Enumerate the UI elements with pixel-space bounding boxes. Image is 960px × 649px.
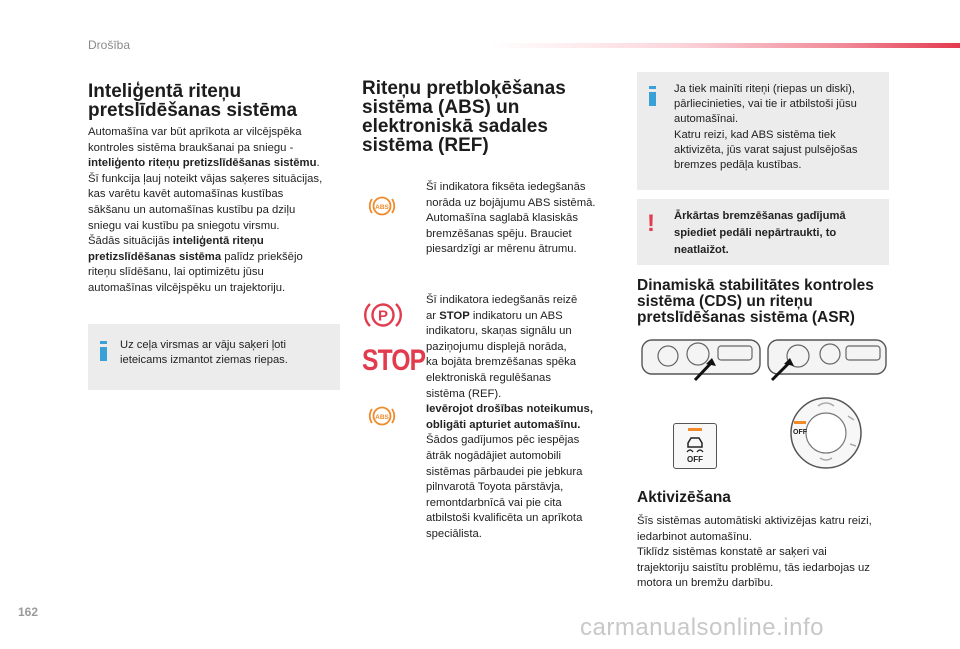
- col2-line: Šī indikatora fiksēta iedegšanās: [426, 181, 586, 193]
- abs-warning-icon-2: [368, 404, 396, 428]
- col2-line: remontdarbnīcā vai pie cita: [426, 496, 562, 509]
- skid-car-icon: [684, 435, 706, 453]
- col2-line: indikatoru, skaņas signālu un: [426, 325, 572, 338]
- col2-bold-line: Ievērojot drošības noteikumus,: [426, 403, 593, 416]
- col1-line: [88, 156, 348, 172]
- col2-line: piesardzīgi ar mērenu ātrumu.: [426, 243, 577, 256]
- brake-icon-label: P: [377, 307, 389, 325]
- col2-line: speciālista.: [426, 527, 482, 540]
- col3-warn-line: neatlaižot.: [674, 244, 729, 256]
- col2-line: elektroniskā regulēšanas: [426, 371, 551, 384]
- col3-info-box: [637, 72, 889, 190]
- activation-line: Tiklīdz sistēmas konstatē ar saķeri vai: [637, 546, 827, 559]
- col3-warning-text: [674, 208, 886, 259]
- col3-title-line: pretslīdēšanas sistēma (ASR): [637, 309, 855, 326]
- page-number: 162: [18, 605, 39, 619]
- col2-line: pilnvarotā Toyota pārstāvja,: [426, 481, 564, 494]
- indicator-led: [688, 428, 702, 431]
- dial-off-label: OFF: [793, 429, 807, 436]
- section-title: Drošība: [88, 38, 131, 52]
- col1-line: [88, 234, 348, 250]
- col1-bold-system2: pretizslīdēšanas sistēma: [88, 250, 222, 263]
- col1-line: sniegu vai kustību pa sniegotu virsmu.: [88, 219, 280, 232]
- col3-info-line: Katru reizi, kad ABS sistēma tiek: [674, 128, 836, 141]
- header-accent-bar: [490, 43, 960, 48]
- col2-line: ātrāk nogādājiet automobili: [426, 449, 562, 462]
- col1-info-text: [120, 338, 335, 368]
- abs-icon-label-2: ABS: [375, 413, 389, 421]
- col2-para2: [426, 293, 621, 543]
- col1-line: kontroles sistēma braukšanai pa sniegu -: [88, 141, 294, 154]
- dashboard-left: [642, 340, 760, 380]
- info-icon-2: [649, 86, 656, 106]
- col2-stop-bold: STOP: [439, 309, 470, 322]
- activation-title-wrap: [637, 490, 887, 506]
- col2-line: bremzēšanas spēju. Brauciet: [426, 227, 572, 240]
- col3-info-line: pārliecinieties, vai tie ir atbilstoši jūsu: [674, 98, 857, 111]
- drive-mode-dial[interactable]: [778, 396, 874, 470]
- activation-line: trajektoriju saistītu problēmu, tās iedarbojas uz: [637, 561, 870, 574]
- abs-icon-label: ABS: [375, 203, 389, 211]
- col1-info-line: ieteicams izmantot ziemas riepas.: [120, 354, 288, 367]
- col2-line: Automašīna saglabā klasiskās: [426, 212, 578, 225]
- abs-warning-icon: [368, 194, 396, 218]
- brake-warning-icon: [364, 299, 402, 331]
- dashboard-illustration: [640, 336, 888, 382]
- col2-line: sistēmas pārbaudei pie jebkura: [426, 465, 583, 478]
- activation-line: Šīs sistēmas automātiski aktivizējas katru reizi,: [637, 515, 872, 527]
- col1-bold-situation: inteliģentā riteņu: [172, 235, 264, 248]
- col2-title: [362, 79, 612, 155]
- esp-off-button[interactable]: [673, 423, 717, 469]
- col2-line: ka bojāta bremzēšanas spēka: [426, 356, 577, 369]
- col1-line: automašīnas vilcējspēku un trajektoriju.: [88, 281, 286, 294]
- watermark: carmanualsonline.info: [580, 614, 824, 641]
- col3-info-line: Ja tiek mainīti riteņi (riepas un diski),: [674, 83, 855, 95]
- col3-warning-box: [637, 199, 889, 265]
- col1-body: [88, 125, 348, 297]
- col1-line: kas varētu kavēt automašīnas kustības: [88, 188, 284, 201]
- col3-info-line: bremzes pedāļa kustības.: [674, 159, 802, 172]
- col3-info-line: aktivizēta, jūs varat sajust pulsējošas: [674, 143, 858, 156]
- off-label: OFF: [687, 455, 703, 464]
- col2-line: atbilstoši kvalificēta un aprīkota: [426, 512, 583, 525]
- col2-line: Šādos gadījumos pēc iespējas: [426, 434, 580, 447]
- col2-line: [426, 402, 621, 418]
- col1-line: [88, 250, 348, 266]
- col1-info-line: Uz ceļa virsmas ar vāju saķeri ļoti: [120, 339, 286, 351]
- col3-title-line: sistēma (CDS) un riteņu: [637, 293, 813, 310]
- activation-line: iedarbinot automašīnu.: [637, 530, 752, 543]
- col2-para1: [426, 180, 616, 258]
- info-icon: [100, 341, 107, 361]
- col1-title: [88, 82, 338, 120]
- exclamation-icon: !: [647, 210, 655, 237]
- col1-title-line1: Inteliģentā riteņu: [88, 81, 242, 102]
- col2-line: paziņojumu displejā norāda,: [426, 340, 567, 353]
- activation-text: [637, 514, 902, 592]
- col2-title-line: sistēma (REF): [362, 135, 489, 156]
- col2-abs-tail: indikatoru un ABS: [469, 309, 563, 322]
- col1-line: Šī funkcija ļauj noteikt vājas saķeres situācijas,: [88, 172, 323, 185]
- col2-line: norāda uz bojājumu ABS sistēmā.: [426, 196, 596, 209]
- col1-line: riteņu slīdēšanu, lai optimizētu jūsu: [88, 266, 264, 279]
- col1-tail-text: palīdz priekšējo: [221, 250, 303, 263]
- col1-situation-text: Šādās situācijās: [88, 235, 173, 248]
- col1-title-line2: pretslīdēšanas sistēma: [88, 100, 298, 121]
- col2-title-line: sistēma (ABS) un: [362, 97, 520, 118]
- activation-line: motora un bremžu darbību.: [637, 577, 774, 590]
- col3-info-line: automašīnai.: [674, 113, 739, 126]
- col2-ar: ar: [426, 309, 440, 322]
- col3-info-text: [674, 82, 886, 173]
- stop-warning-icon: STOP: [362, 344, 426, 377]
- col2-line: sistēma (REF).: [426, 387, 502, 400]
- col1-line: Automašīna var būt aprīkota ar vilcējspēka: [88, 126, 302, 138]
- col2-bold-line: obligāti apturiet automašīnu.: [426, 418, 581, 431]
- col3-title: [637, 278, 897, 326]
- col2-line: Šī indikatora iedegšanās reizē: [426, 294, 578, 306]
- col1-period: .: [316, 157, 320, 170]
- col3-title-line: Dinamiskā stabilitātes kontroles: [637, 277, 874, 294]
- col2-title-line: Riteņu pretbloķēšanas: [362, 78, 566, 99]
- col1-info-box: [88, 324, 340, 390]
- col2-line: [426, 309, 621, 325]
- activation-title: Aktivizēšana: [637, 489, 731, 506]
- col3-warn-line: spiediet pedāli nepārtraukti, to: [674, 227, 837, 239]
- col2-line: [426, 418, 621, 434]
- col1-line: sākšanu un automašīnas kustību pa dziļu: [88, 203, 296, 216]
- dashboard-right: [768, 340, 886, 380]
- col2-title-line: elektroniskā sadales: [362, 116, 548, 137]
- col3-warn-line: Ārkārtas bremzēšanas gadījumā: [674, 210, 846, 222]
- col1-bold-system: inteliģento riteņu pretizslīdēšanas sistēmu: [88, 157, 317, 170]
